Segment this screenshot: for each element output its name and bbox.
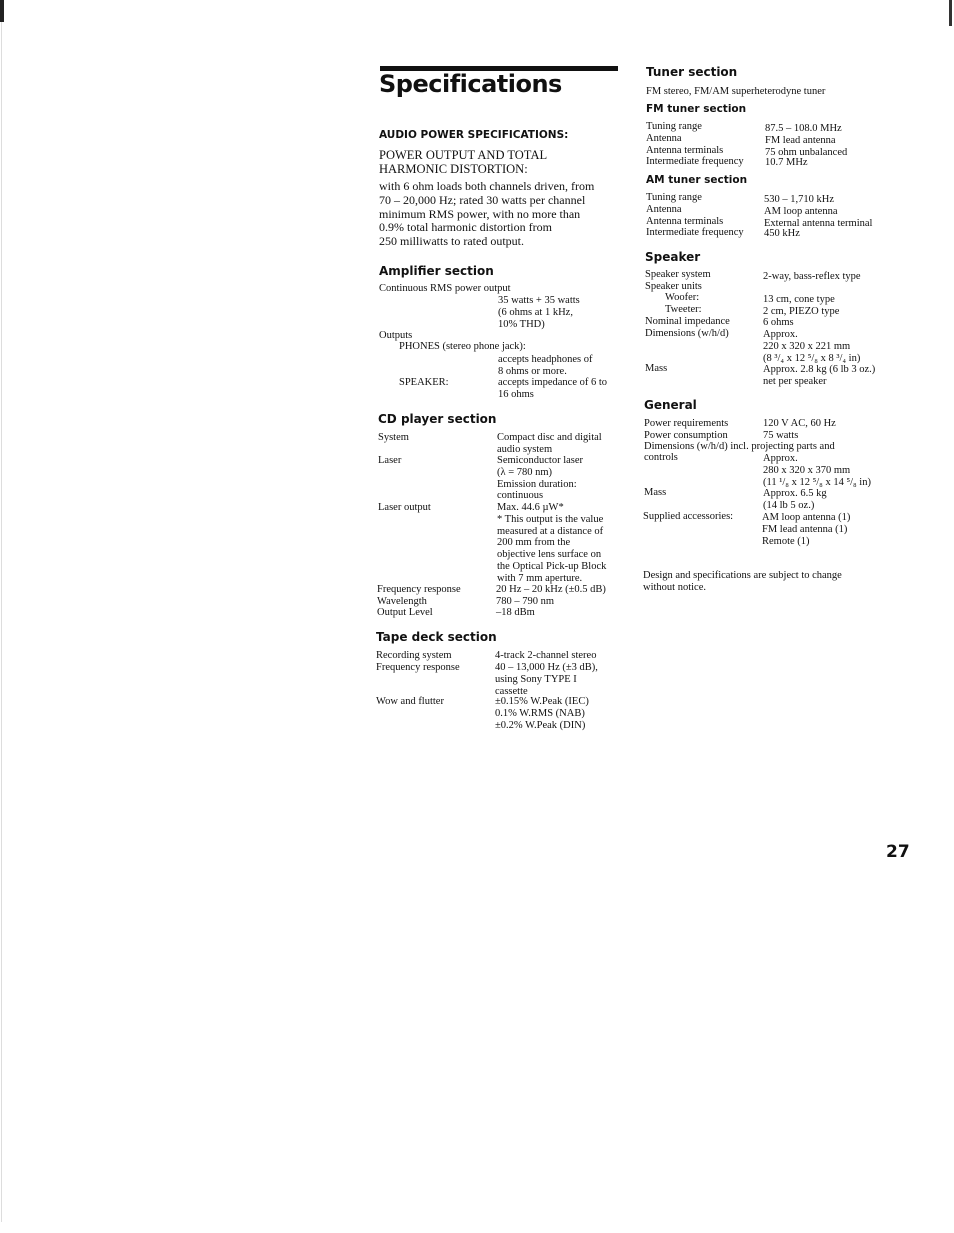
cd-label: Laser output [378,502,431,513]
value-line: audio system [497,443,553,455]
value-line: Emission duration: [497,478,577,490]
text-line: with 6 ohm loads both channels driven, from [379,179,595,193]
general-value: 75 watts [763,430,799,441]
general-value [762,512,850,547]
subheading-line: HARMONIC DISTORTION: [379,162,528,176]
fm-label: Intermediate frequency [646,156,744,167]
value-line: FM lead antenna (1) [762,523,848,535]
tape-label: Recording system [376,650,452,661]
amp-phones-label: PHONES (stereo phone jack): [399,341,526,352]
value-line: 280 x 320 x 370 mm [763,464,851,476]
speaker-label: Dimensions (w/h/d) [645,328,729,339]
speaker-label: Mass [645,363,668,374]
speaker-value: 13 cm, cone type [763,294,835,305]
am-label: Antenna terminals [646,216,724,227]
tape-value [495,662,598,697]
scan-edge-mark [0,0,4,22]
am-tuner-heading: AM tuner section [646,174,748,186]
fm-label: Antenna terminals [646,145,724,156]
fm-label: Antenna [646,133,682,144]
cd-label: Frequency response [377,584,461,595]
page-number: 27 [886,842,910,862]
cd-value: 780 – 790 nm [496,596,555,607]
cd-value [497,502,606,585]
value-line: net per speaker [763,375,827,387]
fm-label: Tuning range [646,121,702,132]
fm-tuner-heading: FM tuner section [646,103,747,115]
value-line: Approx. 2.8 kg (6 lb 3 oz.) [763,364,876,375]
value-line: Approx. 6.5 kg [763,488,827,499]
am-value: 450 kHz [764,228,800,239]
general-label: Supplied accessories: [643,511,734,522]
cd-value: –18 dBm [496,607,535,618]
value-line: objective lens surface on [497,549,602,561]
am-label: Antenna [646,204,682,215]
value-line: 200 mm from the [497,537,571,549]
value-line: 8 ohms or more. [498,365,567,377]
general-label: Power consumption [644,430,728,441]
tape-value: 4-track 2-channel stereo [495,650,597,661]
speaker-label: Speaker system [645,269,711,280]
tape-deck-heading: Tape deck section [376,630,497,644]
value-line: (λ = 780 nm) [497,466,553,478]
speaker-value: 6 ohms [763,317,794,328]
value-line: (14 lb 5 oz.) [763,499,815,511]
value-line: 220 x 320 x 221 mm [763,340,851,352]
value-line: (8 ³/₄ x 12 ⁵/₈ x 8 ³/₄ in) [763,352,861,364]
amp-phones-value [498,354,592,378]
value-line: 10% THD) [498,318,545,330]
value-line: ±0.15% W.Peak (IEC) [495,696,589,707]
tuner-text: FM stereo, FM/AM superheterodyne tuner [646,86,826,97]
speaker-label: Nominal impedance [645,316,730,327]
tape-value [495,696,589,731]
page-title: Specifications [379,70,562,98]
fm-value: 10.7 MHz [765,157,808,168]
general-label: controls [644,452,678,463]
value-line: (6 ohms at 1 kHz, [498,306,573,318]
amp-outputs-label: Outputs [379,330,413,341]
am-label: Tuning range [646,192,702,203]
notice-text [643,570,842,594]
scan-edge-line [1,22,2,1222]
cd-player-heading: CD player section [378,412,497,426]
cd-value: 20 Hz – 20 kHz (±0.5 dB) [496,584,606,595]
speaker-value: 2 cm, PIEZO type [763,306,840,317]
speaker-label: Woofer: [665,292,700,303]
tape-label: Wow and flutter [376,696,444,707]
tuner-heading: Tuner section [646,65,738,79]
value-line: using Sony TYPE I [495,673,577,685]
scan-edge-mark-right [949,0,952,26]
value-line: * This output is the value [497,513,604,525]
value-line: Approx. [763,329,798,340]
speaker-label: Tweeter: [665,304,702,315]
amplifier-heading: Amplifier section [379,264,494,278]
value-line: AM loop antenna (1) [762,512,851,523]
value-line: accepts headphones of [498,354,593,365]
value-line: measured at a distance of [497,525,604,537]
notice-line: Design and specifications are subject to change [643,570,842,581]
audio-power-heading: AUDIO POWER SPECIFICATIONS: [379,129,569,141]
am-value: AM loop antenna [764,206,838,217]
general-value [763,488,827,512]
value-line: accepts impedance of 6 to [498,377,608,388]
speaker-heading: Speaker [645,250,701,264]
speaker-value [763,329,860,364]
value-line: with 7 mm aperture. [497,572,583,584]
notice-line: without notice. [643,581,706,593]
speaker-label: Speaker units [645,281,702,292]
text-line: 0.9% total harmonic distortion from [379,220,552,235]
text-line: minimum RMS power, with no more than [379,206,581,221]
tape-label: Frequency response [376,662,460,673]
am-value: 530 – 1,710 kHz [764,194,834,205]
value-line: 40 – 13,000 Hz (±3 dB), [495,662,598,673]
general-label: Power requirements [644,418,729,429]
value-line: (11 ¹/₈ x 12 ⁵/₈ x 14 ⁵/₈ in) [763,476,871,488]
fm-value: 75 ohm unbalanced [765,147,848,158]
am-value: External antenna terminal [764,218,873,229]
value-line: 16 ohms [498,388,534,400]
amp-speaker-label: SPEAKER: [399,377,449,388]
am-label: Intermediate frequency [646,227,744,238]
cd-label: System [378,432,409,443]
amp-continuous-label: Continuous RMS power output [379,283,511,294]
general-value: 120 V AC, 60 Hz [763,418,836,429]
value-line: cassette [495,685,528,697]
value-line: the Optical Pick-up Block [497,560,607,572]
speaker-value: 2-way, bass-reflex type [763,271,861,282]
general-heading: General [644,398,697,412]
amp-speaker-value [498,377,607,401]
cd-label: Wavelength [377,596,427,607]
value-line: Max. 44.6 µW* [497,502,564,513]
value-line: Semiconductor laser [497,455,584,466]
cd-label: Output Level [377,607,433,618]
value-line: Compact disc and digital [497,432,602,443]
value-line: Approx. [763,453,798,464]
fm-value: 87.5 – 108.0 MHz [765,123,842,134]
speaker-value [763,364,875,388]
text-line: 250 milliwatts to rated output. [379,234,524,249]
value-line: 35 watts + 35 watts [498,295,580,306]
general-value [763,453,871,488]
audio-power-subheading [379,148,547,176]
cd-value [497,455,583,502]
audio-power-text [379,180,594,249]
cd-label: Laser [378,455,402,466]
subheading-line: POWER OUTPUT AND TOTAL [379,148,548,162]
text-line: 70 – 20,000 Hz; rated 30 watts per channel [379,192,586,207]
general-label: Dimensions (w/h/d) incl. projecting parts and [644,441,835,452]
fm-value: FM lead antenna [765,135,836,146]
general-label: Mass [644,487,667,498]
cd-value [497,432,602,456]
value-line: ±0.2% W.Peak (DIN) [495,719,586,731]
value-line: continuous [497,490,544,502]
value-line: Remote (1) [762,535,810,547]
amp-continuous-value [498,295,580,330]
value-line: 0.1% W.RMS (NAB) [495,707,585,719]
